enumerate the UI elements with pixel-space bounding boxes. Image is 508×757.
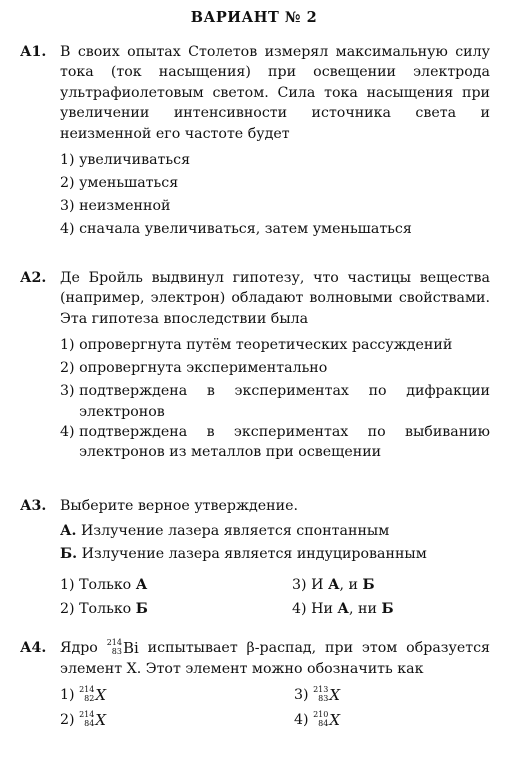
nuclide: [79, 710, 106, 730]
option-letter: А: [337, 601, 349, 618]
option-text: 1) Только: [60, 577, 136, 594]
question-number: А1.: [20, 44, 47, 60]
bismuth-nuclide: [107, 638, 139, 658]
option-number: 1): [60, 152, 80, 169]
option-text: увеличиваться: [79, 152, 191, 169]
question-text-start: Ядро: [60, 640, 107, 657]
atomic-number: 84: [84, 718, 95, 728]
option-letter: Б: [362, 577, 375, 594]
atomic-number: 84: [318, 718, 329, 728]
element-symbol: X: [95, 686, 107, 705]
element-symbol: X: [329, 710, 341, 729]
option-number: 4): [294, 711, 314, 728]
question-text: Де Бройль выдвинул гипотезу, что частицы вещества (например, электрон) обладают волновыми свойствами. Эта гипотеза впоследствии была: [60, 270, 490, 327]
answer-options: [60, 685, 490, 730]
answer-option[interactable]: [60, 335, 490, 358]
atomic-number: 83: [111, 647, 122, 657]
answer-option[interactable]: [60, 710, 294, 731]
answer-option[interactable]: [292, 599, 492, 620]
option-text: опровергнута путём теоретических рассуждений: [79, 337, 453, 354]
statement-label: Б.: [60, 546, 78, 563]
answer-option[interactable]: [60, 575, 292, 596]
option-number: 1): [60, 337, 80, 354]
question-text: В своих опытах Столетов измерял максимальную силу тока (ток насыщения) при освещении электрода ультрафиолетовым светом. Сила тока насыщения при увеличении интенсивности источника света и неизменной его частоте будет: [60, 44, 490, 142]
answer-option[interactable]: [294, 710, 494, 731]
statement-a: [60, 521, 490, 544]
atomic-number: 82: [84, 694, 95, 704]
option-text: , ни: [348, 601, 382, 618]
statements: [60, 521, 490, 567]
option-text: подтверждена в экспериментах по дифракции электронов: [79, 383, 490, 420]
statement-label: А.: [60, 523, 77, 540]
option-letter: А: [135, 577, 148, 594]
element-symbol: X: [329, 686, 341, 705]
option-text: сначала увеличиваться, затем уменьшаться: [79, 221, 412, 238]
element-symbol: Bi: [122, 639, 139, 657]
answer-options: [60, 150, 490, 242]
answer-option[interactable]: [60, 173, 490, 196]
option-letter: Б: [381, 601, 394, 618]
option-number: 4): [60, 424, 80, 441]
answer-option[interactable]: [60, 358, 490, 381]
mass-number: 214: [79, 685, 95, 695]
answer-option[interactable]: [294, 685, 494, 706]
option-letter: Б: [135, 601, 148, 618]
nuclide: [313, 685, 340, 705]
option-text: уменьшаться: [79, 175, 179, 192]
question-number: А3.: [20, 498, 47, 514]
answer-option[interactable]: [60, 685, 294, 706]
option-number: 2): [60, 175, 80, 192]
option-number: 3): [60, 198, 80, 215]
nuclide: [79, 685, 106, 705]
question-a1: [20, 42, 490, 242]
answer-option[interactable]: [60, 599, 292, 620]
option-number: 2): [60, 360, 80, 377]
question-text-end: испытывает β-распад, при этом образуется элемент X. Этот элемент можно обозначить как: [60, 640, 491, 677]
atomic-number: 83: [318, 694, 329, 704]
answer-option[interactable]: [60, 196, 490, 219]
question-text: [60, 638, 490, 679]
statement-text: Излучение лазера является спонтанным: [76, 523, 390, 540]
statement-text: Излучение лазера является индуцированным: [77, 546, 427, 563]
option-text: опровергнута экспериментально: [79, 360, 328, 377]
mass-number: 214: [106, 638, 122, 648]
answer-option[interactable]: [60, 219, 490, 242]
option-number: 1): [60, 687, 80, 704]
answer-option[interactable]: [60, 422, 490, 463]
option-letter: А: [327, 577, 340, 594]
answer-options: [60, 575, 490, 620]
nuclide: [313, 710, 340, 730]
answer-option[interactable]: [292, 575, 492, 596]
question-text: Выберите верное утверждение.: [60, 498, 298, 514]
answer-options: [60, 335, 490, 463]
answer-option[interactable]: [60, 381, 490, 422]
element-symbol: X: [95, 710, 107, 729]
option-text: , и: [339, 577, 363, 594]
mass-number: 210: [313, 709, 329, 719]
statement-b: [60, 544, 490, 567]
mass-number: 213: [313, 685, 329, 695]
option-number: 3): [294, 687, 314, 704]
question-a4: [20, 638, 490, 730]
option-text: 2) Только: [60, 601, 136, 618]
option-text: 4) Ни: [292, 601, 338, 618]
option-number: 3): [60, 383, 80, 400]
question-a3: [20, 496, 490, 620]
answer-option[interactable]: [60, 150, 490, 173]
option-number: 4): [60, 221, 80, 238]
option-text: 3) И: [292, 577, 328, 594]
question-number: А2.: [20, 270, 47, 286]
option-text: неизменной: [79, 198, 171, 215]
option-text: подтверждена в экспериментах по выбиванию электронов из металлов при освещении: [79, 424, 490, 461]
question-number: А4.: [20, 640, 47, 656]
question-a2: [20, 268, 490, 463]
mass-number: 214: [79, 709, 95, 719]
option-number: 2): [60, 711, 80, 728]
variant-title: ВАРИАНТ № 2: [190, 9, 318, 26]
